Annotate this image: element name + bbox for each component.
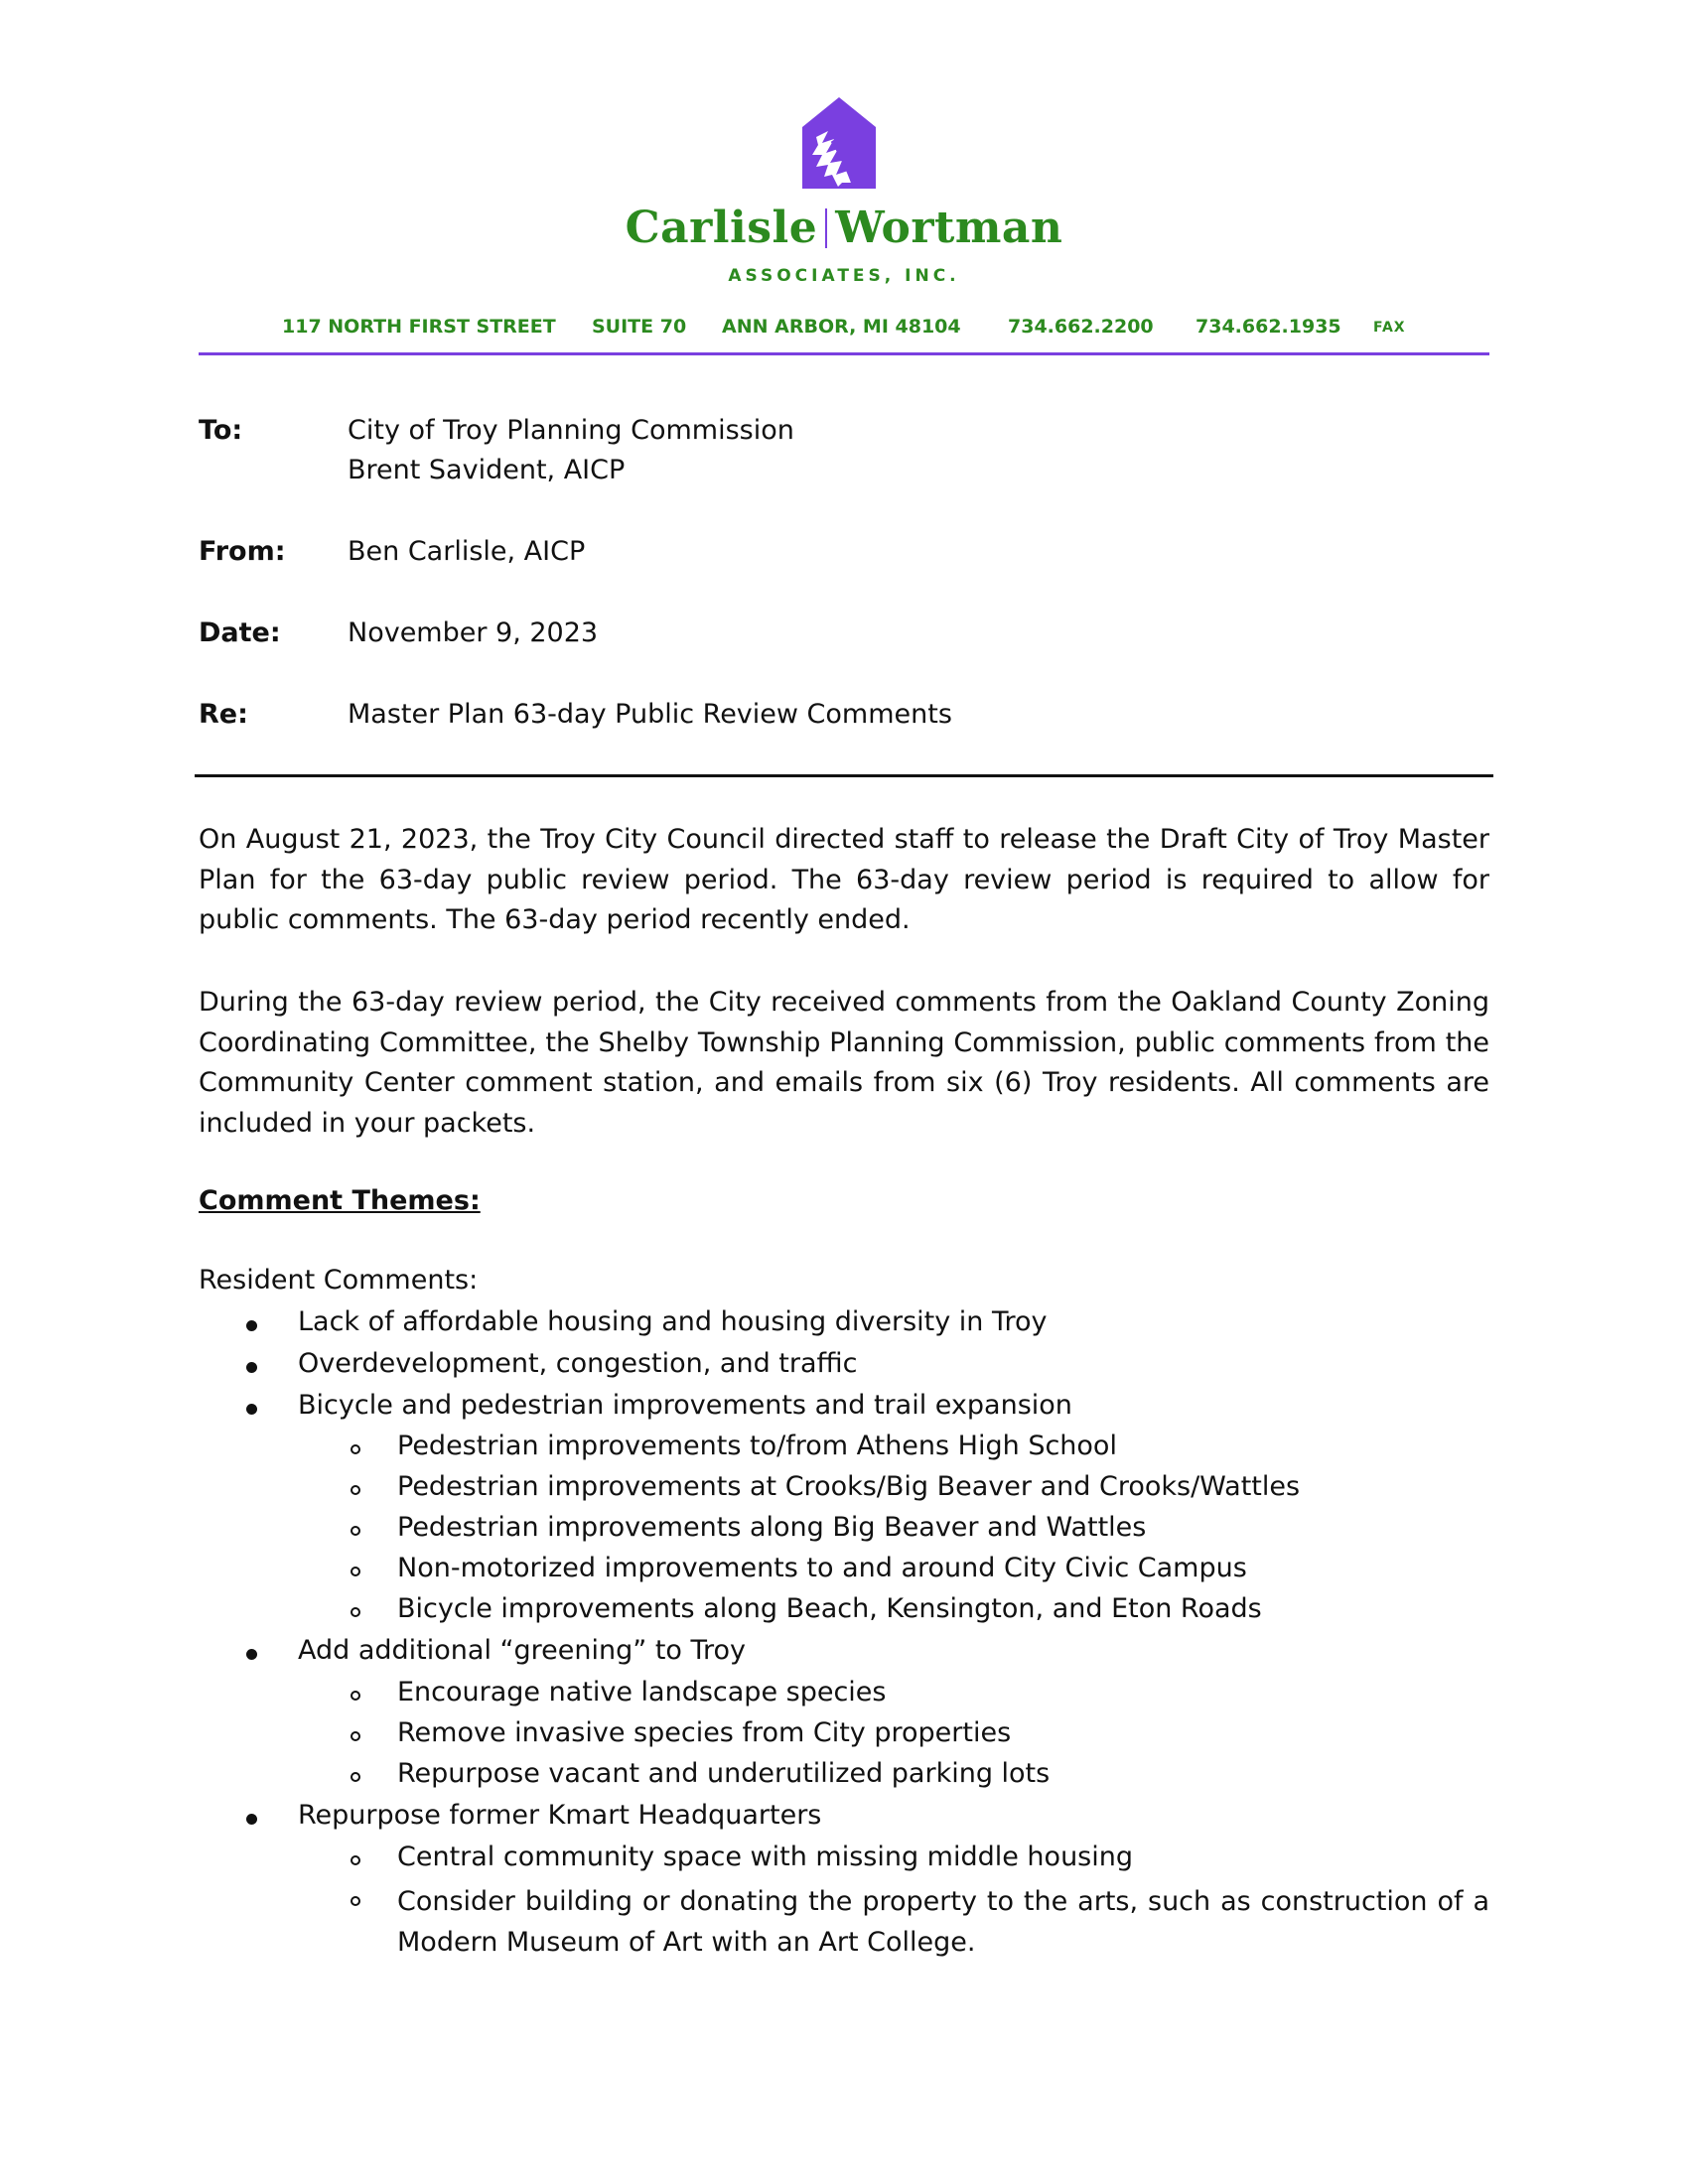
hollow-bullet-icon	[351, 1485, 360, 1495]
hollow-bullet-icon	[351, 1731, 360, 1741]
bullet-icon	[246, 1362, 257, 1373]
list-item: Overdevelopment, congestion, and traffic	[298, 1348, 857, 1379]
fax-label: FAX	[1373, 320, 1406, 336]
sub-list-item: Pedestrian improvements at Crooks/Big Beaver and Crooks/Wattles	[397, 1471, 1300, 1502]
sub-list-item: Pedestrian improvements to/from Athens High School	[397, 1431, 1117, 1461]
address-suite: SUITE 70	[592, 316, 687, 338]
hollow-bullet-icon	[351, 1772, 360, 1782]
resident-comments-heading: Resident Comments:	[199, 1265, 479, 1296]
list-item: Bicycle and pedestrian improvements and trail expansion	[298, 1390, 1072, 1421]
sub-list-item: Bicycle improvements along Beach, Kensington, and Eton Roads	[397, 1593, 1262, 1624]
sub-list-item: Non-motorized improvements to and around City Civic Campus	[397, 1553, 1247, 1583]
company-tagline: ASSOCIATES, INC.	[728, 266, 960, 286]
sub-list-item: Repurpose vacant and underutilized parking lots	[397, 1758, 1050, 1789]
address-city: ANN ARBOR, MI 48104	[722, 316, 961, 338]
sub-list-item: Consider building or donating the property to the arts, such as construction of a Modern Museum of Art with an Art College.	[397, 1882, 1489, 1963]
sub-list-item: Central community space with missing middle housing	[397, 1842, 1133, 1872]
company-name	[0, 203, 1688, 253]
brand-right: Wortman	[835, 203, 1063, 253]
bullet-icon	[246, 1814, 257, 1825]
list-item: Add additional “greening” to Troy	[298, 1635, 746, 1666]
header-divider	[195, 774, 1493, 777]
re-label: Re:	[199, 699, 248, 730]
list-item: Lack of affordable housing and housing diversity in Troy	[298, 1306, 1048, 1337]
to-recipient-2: Brent Savident, AICP	[348, 455, 626, 485]
hollow-bullet-icon	[351, 1855, 360, 1865]
bullet-icon	[246, 1320, 257, 1331]
hollow-bullet-icon	[351, 1526, 360, 1536]
phone-number: 734.662.2200	[1008, 316, 1154, 338]
leaf-house-icon	[802, 97, 876, 189]
section-title: Comment Themes:	[199, 1185, 481, 1216]
brand-left: Carlisle	[625, 203, 818, 253]
bullet-icon	[246, 1649, 257, 1660]
hollow-bullet-icon	[351, 1567, 360, 1576]
letterhead-divider	[199, 352, 1489, 355]
review-paragraph: During the 63-day review period, the City received comments from the Oakland County Zoning Coordinating Committee, the Shelby Township Planning Commission, public comments from the Community Center comment station, and emails from six (6) Troy residents. All comments are included in your packets.	[199, 987, 1489, 1139]
fax-number: 734.662.1935	[1196, 316, 1341, 338]
date-value: November 9, 2023	[348, 617, 599, 648]
hollow-bullet-icon	[351, 1691, 360, 1701]
address-street: 117 NORTH FIRST STREET	[282, 316, 556, 338]
re-subject: Master Plan 63-day Public Review Comments	[348, 699, 952, 730]
sub-list-item: Encourage native landscape species	[397, 1677, 886, 1707]
bullet-icon	[246, 1404, 257, 1415]
from-sender: Ben Carlisle, AICP	[348, 536, 586, 567]
letterhead	[0, 0, 1688, 367]
brand-divider	[825, 208, 827, 248]
hollow-bullet-icon	[351, 1444, 360, 1454]
sub-list-item: Pedestrian improvements along Big Beaver and Wattles	[397, 1512, 1146, 1543]
date-label: Date:	[199, 617, 281, 648]
intro-paragraph: On August 21, 2023, the Troy City Council directed staff to release the Draft City of Troy Master Plan for the 63-day public review period. The 63-day review period is required to allow for public comments. The 63-day period recently ended.	[199, 824, 1489, 935]
list-item: Repurpose former Kmart Headquarters	[298, 1800, 821, 1831]
hollow-bullet-icon	[351, 1607, 360, 1617]
hollow-bullet-icon	[351, 1896, 360, 1906]
to-label: To:	[199, 415, 243, 446]
from-label: From:	[199, 536, 286, 567]
to-recipient: City of Troy Planning Commission	[348, 415, 794, 446]
sub-list-item: Remove invasive species from City properties	[397, 1717, 1011, 1748]
